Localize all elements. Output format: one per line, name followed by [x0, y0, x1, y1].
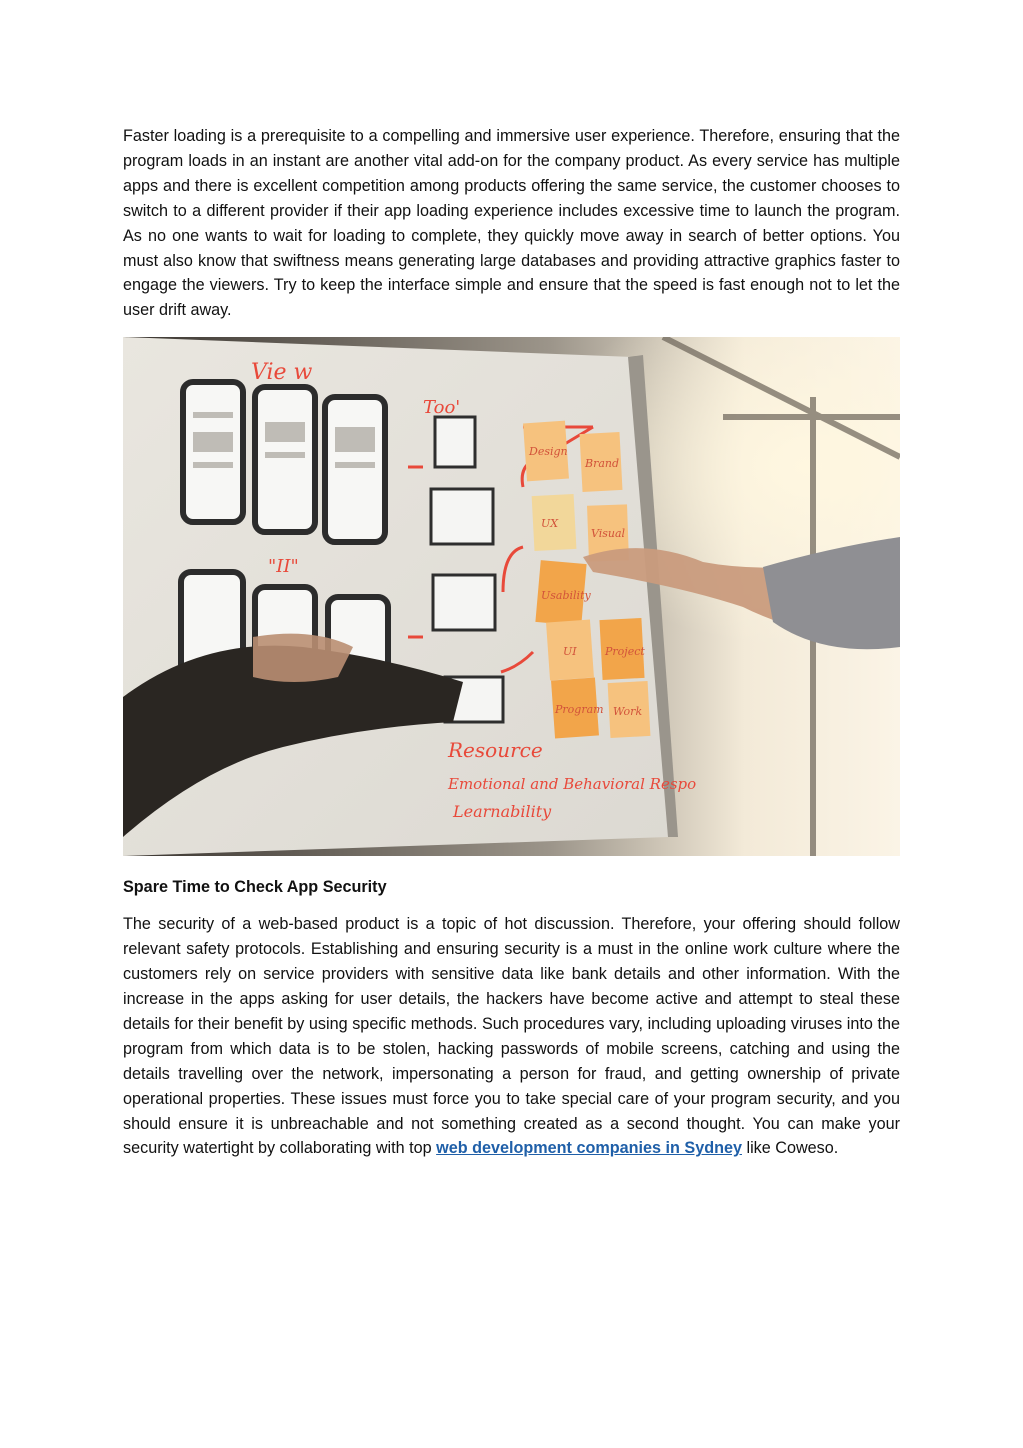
security-text: The security of a web-based product is a topic of hot discussion. Therefore, your offering should follow relevant safety protocols. Establishing and ensuring security is a must in the online work culture where the customers rely on service providers with sensitive data like bank details and other information. With the increase in the apps asking for user details, the hackers have become active and attempt to steal these details for their benefit by using specific methods. Such procedures vary, including uploading viruses into the program from which data is to be stolen, hacking passwords of mobile screens, catching and using the details travelling over the network, impersonating a person for fraud, and getting ownership of private operational properties. These issues must force you to take special care of your program security, and you should ensure it is unbreachable and not something created as a second thought. You can make your security watertight by collaborating with top [123, 915, 900, 1158]
board-text-emotional: Emotional and Behavioral Respo [448, 775, 697, 794]
note-label: Design [529, 445, 568, 459]
board-text-learnability: Learnability [453, 802, 552, 822]
board-text-too: Too' [423, 397, 461, 419]
note-label: Program [555, 703, 604, 717]
web-development-link[interactable]: web development companies in Sydney [436, 1139, 742, 1158]
whiteboard-photo [123, 337, 900, 856]
security-paragraph [123, 912, 900, 1161]
note-label: UI [563, 645, 577, 659]
note-label: Work [613, 705, 643, 719]
intro-paragraph: Faster loading is a prerequisite to a compelling and immersive user experience. Therefore, ensuring that the program loads in an instant are another vital add-on for the company product. As every service has multiple apps and there is excellent competition among products offering the same service, the customer chooses to switch to a different provider if their app loading experience includes excessive time to launch the program. As no one wants to wait for loading to complete, they quickly move away in search of better options. You must also know that swiftness means generating large databases and providing attractive graphics faster to engage the viewers. Try to keep the interface simple and ensure that the speed is fast enough not to let the user drift away. [123, 127, 900, 320]
section-heading: Spare Time to Check App Security [123, 878, 387, 897]
document-page [123, 124, 900, 1161]
note-label: UX [541, 517, 559, 531]
note-label: Project [605, 645, 645, 659]
note-label: Brand [585, 457, 620, 471]
security-text-end: like Coweso. [741, 1139, 839, 1158]
board-text-resource: Resource [448, 738, 543, 763]
note-label: Usability [541, 589, 591, 603]
note-label: Visual [591, 527, 626, 541]
whiteboard-illustration [123, 337, 900, 856]
board-text-ii: "II" [268, 556, 299, 578]
board-text-view: Vie w [251, 360, 313, 386]
